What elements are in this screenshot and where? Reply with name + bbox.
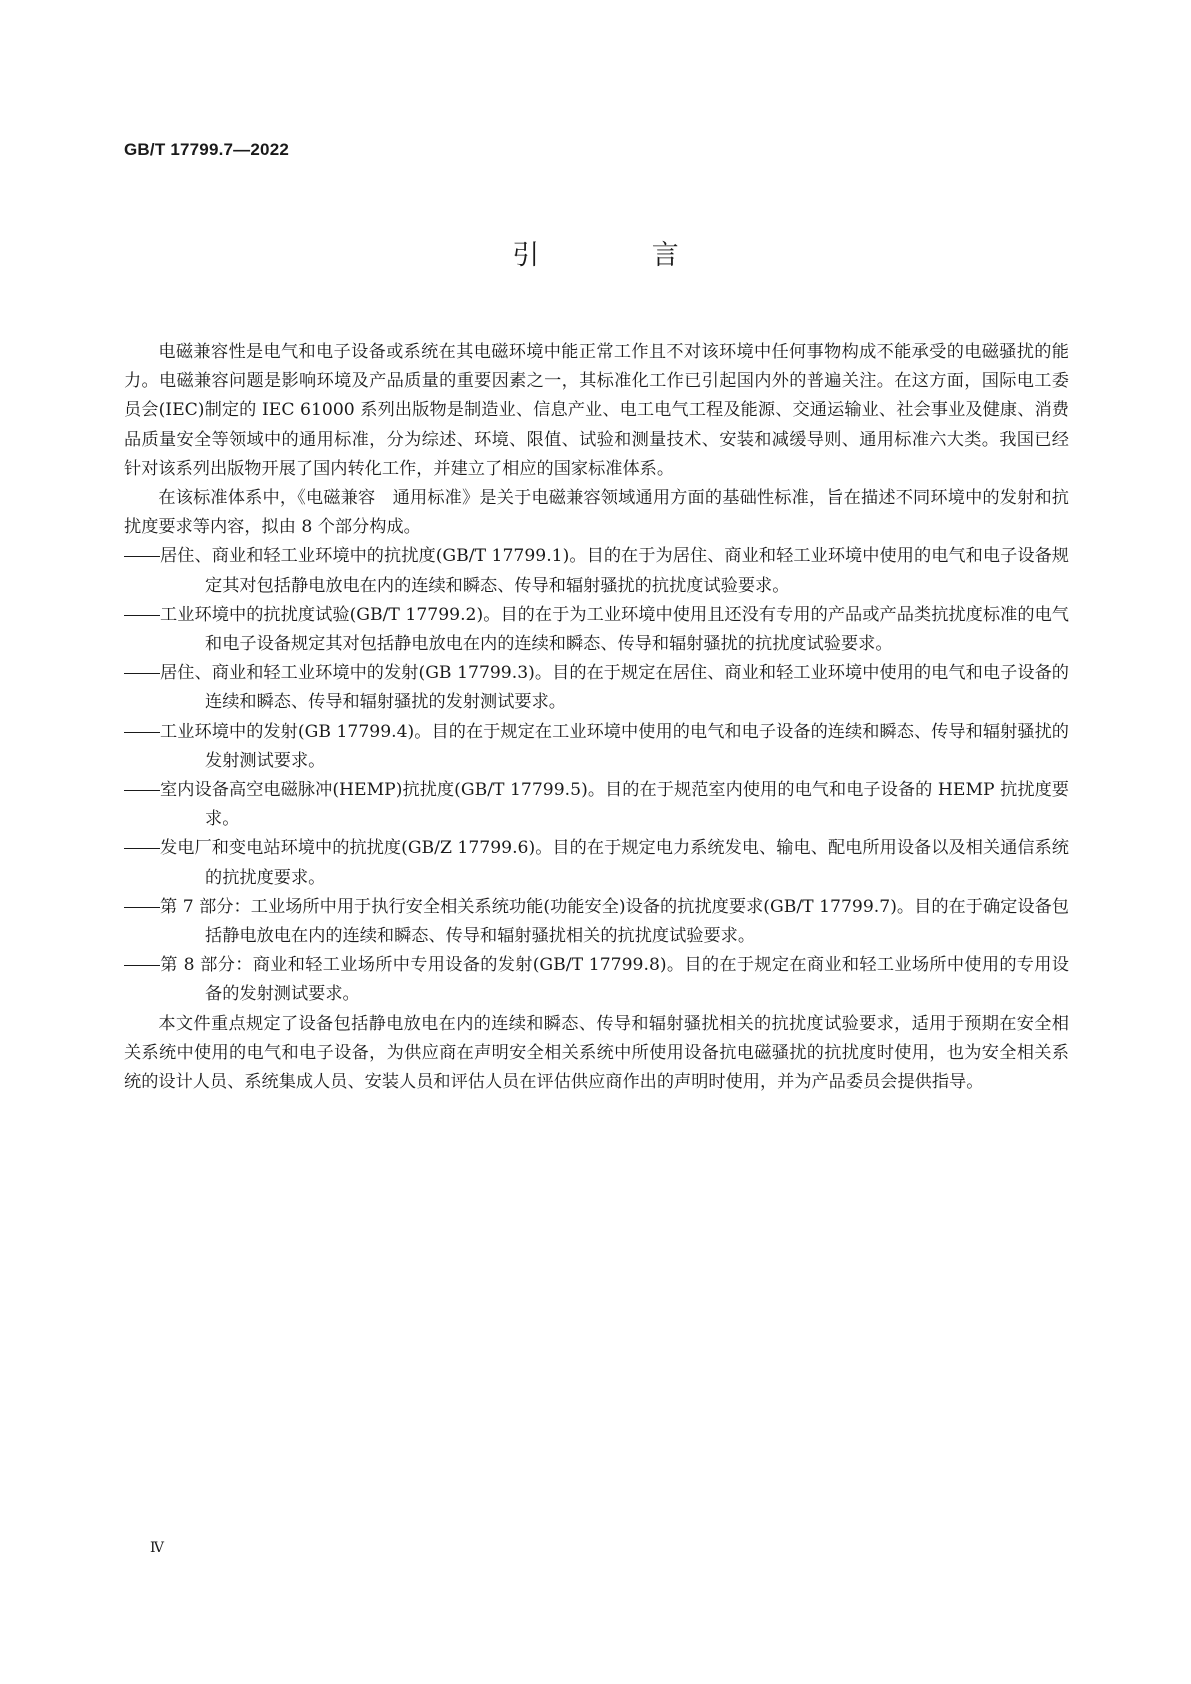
paragraph-document-scope: 本文件重点规定了设备包括静电放电在内的连续和瞬态、传导和辐射骚扰相关的抗扰度试验要求，适用于预期在安全相关系统中使用的电气和电子设备，为供应商在声明安全相关系统中所使用设备抗电磁骚扰的抗扰度时使用，也为安全相关系统的设计人员、系统集成人员、安装人员和评估人员在评估供应商作出的声明时使用，并为产品委员会提供指导。 xyxy=(124,1013,1069,1093)
parts-list xyxy=(124,542,1069,1009)
dash-mark xyxy=(124,776,160,805)
list-item: 工业环境中的发射(GB 17799.4)。目的在于规定在工业环境中使用的电气和电子设备的连续和瞬态、传导和辐射骚扰的发射测试要求。 xyxy=(126,718,1069,776)
list-item: 居住、商业和轻工业环境中的发射(GB 17799.3)。目的在于规定在居住、商业和轻工业环境中使用的电气和电子设备的连续和瞬态、传导和辐射骚扰的发射测试要求。 xyxy=(126,659,1069,717)
dash-mark xyxy=(124,659,160,688)
standard-number: GB/T 17799.7—2022 xyxy=(124,140,289,159)
list-item: 发电厂和变电站环境中的抗扰度(GB/Z 17799.6)。目的在于规定电力系统发电、输电、配电所用设备以及相关通信系统的抗扰度要求。 xyxy=(126,834,1069,892)
introduction-body xyxy=(124,338,1069,1097)
paragraph-emc-definition: 电磁兼容性是电气和电子设备或系统在其电磁环境中能正常工作且不对该环境中任何事物构成不能承受的电磁骚扰的能力。电磁兼容问题是影响环境及产品质量的重要因素之一，其标准化工作已引起国内外的普遍关注。在这方面，国际电工委员会(IEC)制定的 IEC 61000 系列出版物是制造业、信息产业、电工电气工程及能源、交通运输业、社会事业及健康、消费品质量安全等领域中的通用标准，分为综述、环境、限值、试验和测量技术、安装和减缓导则、通用标准六大类。我国已经针对该系列出版物开展了国内转化工作，并建立了相应的国家标准体系。 xyxy=(124,342,1069,479)
page-number: Ⅳ xyxy=(150,1540,164,1556)
list-item: 工业环境中的抗扰度试验(GB/T 17799.2)。目的在于为工业环境中使用且还没有专用的产品或产品类抗扰度标准的电气和电子设备规定其对包括静电放电在内的连续和瞬态、传导和辐射骚扰的抗扰度试验要求。 xyxy=(126,601,1069,659)
list-item: 居住、商业和轻工业环境中的抗扰度(GB/T 17799.1)。目的在于为居住、商业和轻工业环境中使用的电气和电子设备规定其对包括静电放电在内的连续和瞬态、传导和辐射骚扰的抗扰度试验要求。 xyxy=(126,542,1069,600)
list-item: 第 8 部分：商业和轻工业场所中专用设备的发射(GB/T 17799.8)。目的在于规定在商业和轻工业场所中使用的专用设备的发射测试要求。 xyxy=(126,951,1069,1009)
dash-mark xyxy=(124,951,160,980)
page-title: 引 言 xyxy=(512,240,731,271)
paragraph-standard-system: 在该标准体系中，《电磁兼容 通用标准》是关于电磁兼容领域通用方面的基础性标准，旨在描述不同环境中的发射和抗扰度要求等内容，拟由 8 个部分构成。 xyxy=(124,488,1069,538)
dash-mark xyxy=(124,893,160,922)
list-item: 室内设备高空电磁脉冲(HEMP)抗扰度(GB/T 17799.5)。目的在于规范室内使用的电气和电子设备的 HEMP 抗扰度要求。 xyxy=(126,776,1069,834)
dash-mark xyxy=(124,542,160,571)
dash-mark xyxy=(124,834,160,863)
dash-mark xyxy=(124,601,160,630)
list-item: 第 7 部分：工业场所中用于执行安全相关系统功能(功能安全)设备的抗扰度要求(GB/T 17799.7)。目的在于确定设备包括静电放电在内的连续和瞬态、传导和辐射骚扰相关的抗扰度试验要求。 xyxy=(126,893,1069,951)
dash-mark xyxy=(124,718,160,747)
